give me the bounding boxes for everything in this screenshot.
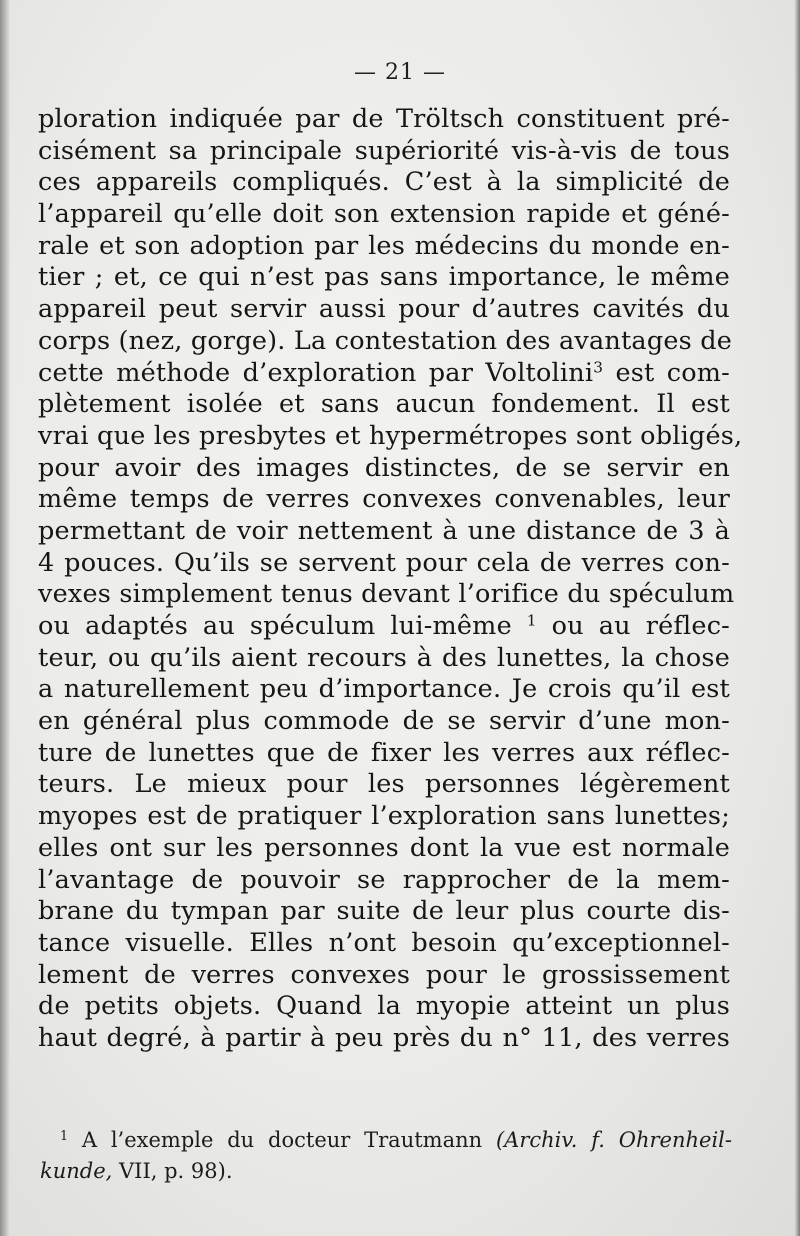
text-line: cisément sa principale supériorité vis-à-vis de tous xyxy=(38,135,730,166)
text-line: ture de lunettes que de fixer les verres aux réflec- xyxy=(38,737,730,768)
text-line: pour avoir des images distinctes, de se servir en xyxy=(38,452,730,483)
page-edge-shadow-right xyxy=(794,0,800,1236)
footnote-line xyxy=(40,1156,732,1187)
text-line: de petits objets. Quand la myopie atteint un plus xyxy=(38,991,730,1022)
text-line: corps (nez, gorge). La contestation des avantages de xyxy=(38,325,733,356)
text-line: même temps de verres convexes convenables, leur xyxy=(38,484,730,515)
footnote xyxy=(40,1125,732,1187)
footnote-text: A l’exemple du docteur Trautmann xyxy=(68,1128,496,1152)
text-line: a naturellement peu d’importance. Je crois qu’il est xyxy=(38,674,730,705)
footnote-line xyxy=(60,1125,732,1156)
text-line: vrai que les presbytes et hypermétropes sont obligés, xyxy=(38,420,743,451)
text-line: elles ont sur les personnes dont la vue est normale xyxy=(38,832,730,863)
footnote-marker: 1 xyxy=(60,1128,69,1144)
text-line: lement de verres convexes pour le grossissement xyxy=(38,959,730,990)
text-line: tier ; et, ce qui n’est pas sans importance, le même xyxy=(38,262,730,293)
footnote-citation-italic: kunde, xyxy=(40,1159,113,1183)
text-line: plètement isolée et sans aucun fondement. Il est xyxy=(38,389,730,420)
text-line: 4 pouces. Qu’ils se servent pour cela de verres con- xyxy=(38,547,730,578)
text-line: brane du tympan par suite de leur plus courte dis- xyxy=(38,896,730,927)
text-line-segment: ou adaptés au spéculum lui-même xyxy=(38,611,512,641)
text-line xyxy=(38,358,730,390)
text-line: en général plus commode de se servir d’une mon- xyxy=(38,706,730,737)
page-number: — 21 — xyxy=(354,60,446,85)
text-line-segment: cette méthode d’exploration par Voltolini xyxy=(38,357,594,388)
page-edge-shadow-left xyxy=(0,0,10,1236)
text-line-segment: ou au réflec- xyxy=(536,611,730,641)
text-line: l’avantage de pouvoir se rapprocher de la mem- xyxy=(38,864,730,895)
text-line: vexes simplement tenus devant l’orifice du spéculum xyxy=(38,579,735,610)
text-line: ploration indiquée par de Tröltsch constituent pré- xyxy=(38,104,730,134)
footnote-ref-marker: 3 xyxy=(593,358,604,377)
text-line: teurs. Le mieux pour les personnes légèrement xyxy=(38,769,730,800)
text-line: haut degré, à partir à peu près du n° 11, des verres xyxy=(38,1022,730,1053)
text-line: appareil peut servir aussi pour d’autres cavités du xyxy=(38,294,730,325)
text-line: rale et son adoption par les médecins du monde en- xyxy=(38,230,730,261)
text-line: permettant de voir nettement à une distance de 3 à xyxy=(38,515,730,546)
text-line: ces appareils compliqués. C’est à la simplicité de xyxy=(38,167,730,198)
text-line: myopes est de pratiquer l’exploration sans lunettes; xyxy=(38,801,730,832)
footnote-text: VII, p. 98). xyxy=(112,1159,233,1183)
body-text xyxy=(38,104,743,1055)
footnote-ref-marker: 1 xyxy=(526,611,537,630)
text-line: l’appareil qu’elle doit son extension rapide et géné- xyxy=(38,199,730,230)
text-line: teur, ou qu’ils aient recours à des lunettes, la chose xyxy=(38,642,730,673)
text-line: tance visuelle. Elles n’ont besoin qu’exceptionnel- xyxy=(38,927,730,958)
text-line xyxy=(38,611,730,643)
text-line-segment: est com- xyxy=(603,357,730,388)
footnote-citation-italic: (Archiv. f. Ohrenheil- xyxy=(495,1128,732,1152)
